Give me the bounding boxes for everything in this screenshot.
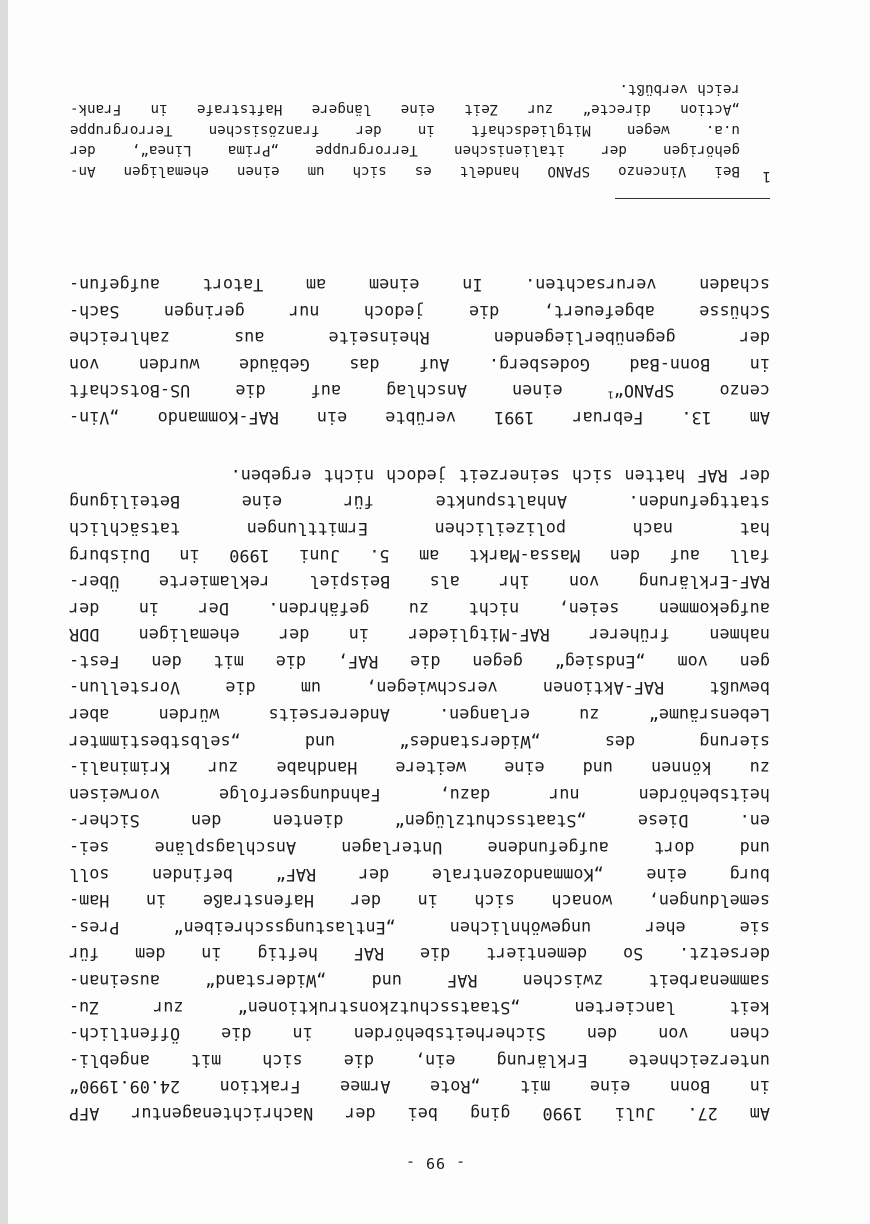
footnote-line: „Action directe“ zur Zeit eine längere Haftstrafe in Frank-: [70, 101, 740, 118]
text-line-with-footnote-ref: [69, 378, 770, 405]
paragraph-1: [69, 462, 770, 1127]
text-line: hat nach polizeilichen Ermittlungen tatsächlich: [69, 518, 770, 539]
footnote-marker: 1: [762, 168, 771, 184]
text-line: Lebensräume“ zu erlangen. Andererseits würden aber: [69, 705, 770, 726]
footnote: [70, 79, 740, 182]
text-line: en. Diese „Staatsschutzlügen“ dienten den Sicher-: [69, 811, 770, 832]
text-line: zu können und eine weitere Handhabe zur Kriminali-: [69, 758, 770, 779]
text-line: sierung des „Widerstandes“ und „selbstbestimmter: [69, 731, 770, 752]
footnote-line: reich verbüßt.: [619, 81, 740, 97]
text-line: chen von den Sicherheitsbehörden in die Öffentlich-: [69, 1024, 770, 1045]
text-fragment: einen Anschlag auf die US-Botschaft: [69, 381, 608, 402]
text-line: Am 27. Juli 1990 ging bei der Nachrichtenagentur AFP: [69, 1104, 770, 1124]
text-line: unterzeichnete Erklärung ein, die sich mit angebli-: [69, 1050, 770, 1071]
text-line: schaden verursachten. In einem am Tatort aufgefun-: [69, 275, 770, 296]
text-line: stattgefunden. Anhaltspunkte für eine Beteiligung: [69, 492, 770, 513]
footnote-separator: [615, 198, 770, 199]
text-line: sammenarbeit zwischen RAF und „Widerstand“ auseinan-: [69, 971, 770, 992]
text-line: nahmen früherer RAF-Mitglieder in der ehemaligen DDR: [69, 625, 770, 646]
text-line: aufgekommen seien, nicht zu gefährden. Der in der: [69, 598, 770, 619]
footnote-reference: 1: [607, 389, 614, 400]
text-line: fall auf den Massa-Markt am 5. Juni 1990 in Duisburg: [69, 545, 770, 566]
footnote-line: u.a. wegen Mitgliedschaft in der französischen Terrorgruppe: [70, 122, 740, 138]
text-line: Am 13. Februar 1991 verübte ein RAF-Kommando „Vin-: [69, 408, 770, 428]
text-line: und dort aufgefundene Unterlagen Anschlagspläne sei-: [69, 838, 770, 859]
footnote-line: gehörigen der italienischen Terrorgruppe „Prima Linea“, der: [70, 142, 740, 159]
text-line: keit lancierten „Staatsschutzkonstruktionen“ zur Zu-: [69, 997, 770, 1018]
footnote-line: Bei Vincenzo SPANO handelt es sich um einen ehemaligen An-: [70, 163, 740, 179]
scan-edge: [0, 0, 8, 1224]
text-line: in Bonn eine mit „Rote Armee Fraktion 24.09.1990“: [69, 1077, 770, 1098]
text-line: der RAF hatten sich seinerzeit jedoch nicht ergeben.: [230, 465, 770, 486]
text-line: in Bonn-Bad Godesberg. Auf das Gebäude wurden von: [69, 354, 770, 375]
text-line: der gegenüberliegenden Rheinseite aus zahlreiche: [69, 328, 770, 349]
paragraph-2: [69, 271, 770, 431]
text-line: RAF-Erklärung von ihr als Beispiel reklamierte Über-: [69, 572, 770, 593]
text-fragment: cenzo SPANO“: [613, 381, 770, 402]
text-line: burg eine „Kommandozentrale der RAF“ befinden soll: [69, 864, 770, 885]
text-line: gen vom „Endsieg“ gegen die RAF, die mit den Fest-: [69, 651, 770, 672]
text-line: semeldungen, wonach sich in der Hafenstraße in Ham-: [69, 891, 770, 912]
text-line: dersetzt. So dementiert die RAF heftig in dem für: [69, 944, 770, 965]
text-line: bewußt RAF-Aktionen verschwiegen, um die Vorstellun-: [69, 678, 770, 699]
page-number: - 99 -: [404, 1154, 466, 1172]
text-line: Schüsse abgefeuert, die jedoch nur geringen Sach-: [69, 301, 770, 322]
text-line: heitsbehörden nur dazu, Fahndungserfolge vorweisen: [69, 784, 770, 805]
text-line: sie eher ungewöhnlichen „Entlastungsschreiben“ Pres-: [69, 917, 770, 938]
